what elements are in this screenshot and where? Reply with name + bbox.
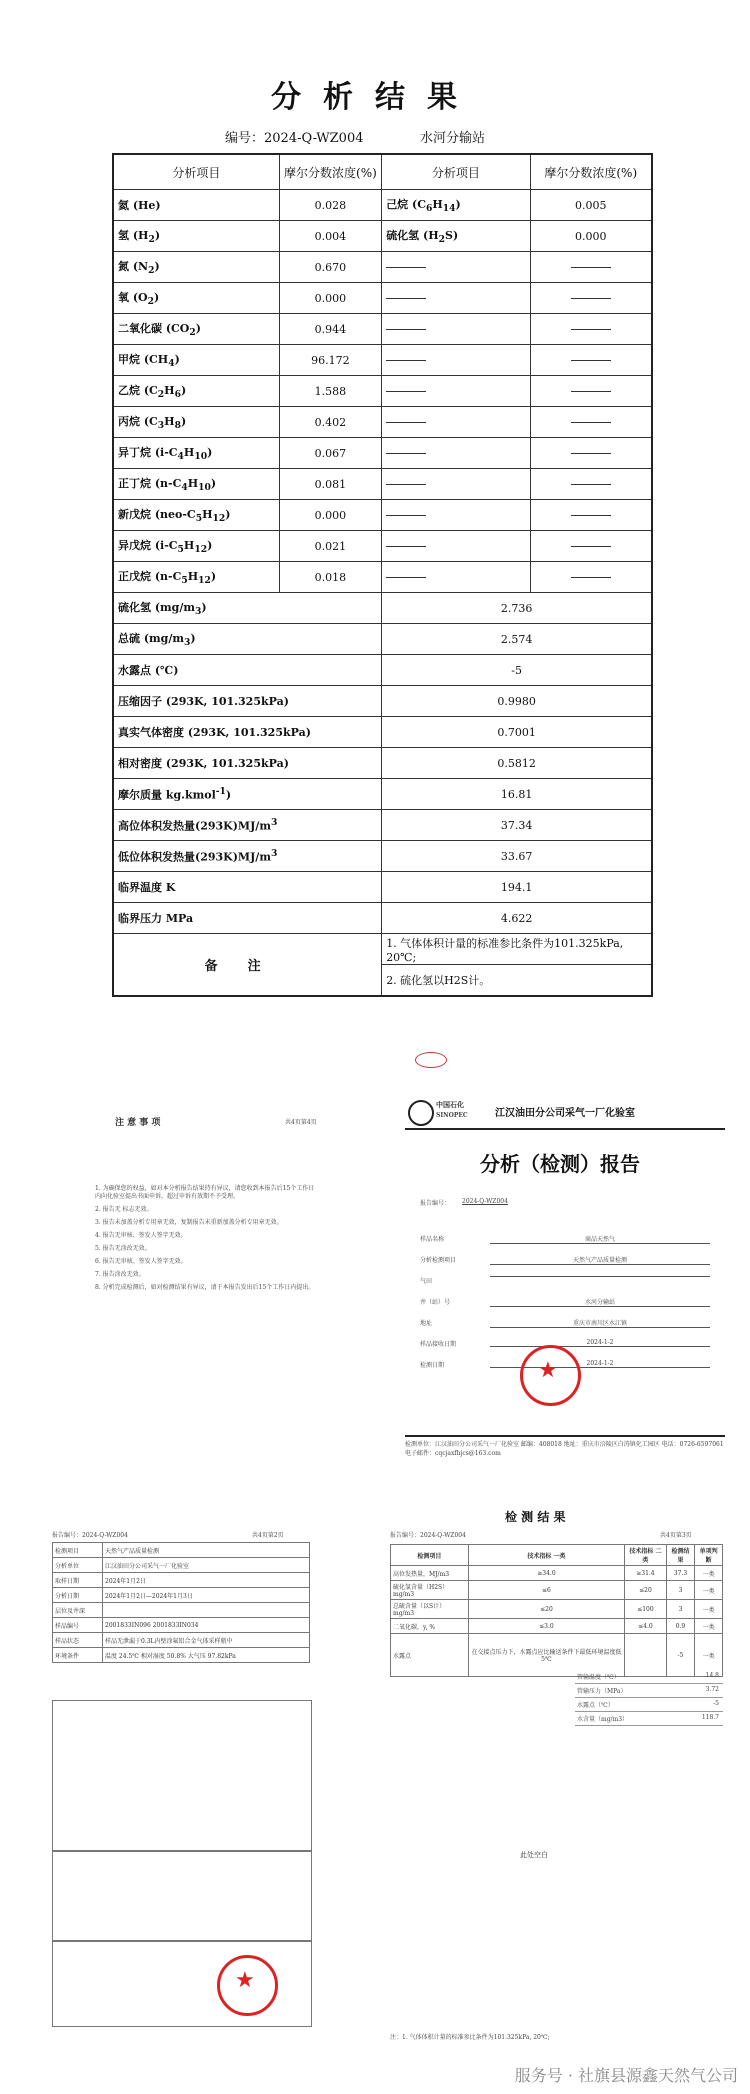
form-value: 天然气产品质量检测: [103, 1543, 310, 1558]
form-label: 层位及井深: [53, 1603, 103, 1618]
results-cell: 二氧化碳，y, %: [391, 1619, 469, 1634]
component-value: 0.402: [279, 407, 382, 438]
cover-field-label: 地址: [420, 1320, 433, 1327]
form-table: [52, 1542, 310, 1663]
form-value: 江汉油田分公司采气一厂化验室: [103, 1558, 310, 1573]
cover-field-label: 分析检测项目: [420, 1257, 457, 1264]
dash-placeholder: [571, 484, 611, 485]
form-row: [53, 1648, 310, 1663]
dew-label: 水含量（mg/m3）: [577, 1716, 629, 1723]
header-conc-2: 摩尔分数浓度(%): [530, 154, 652, 190]
dew-row: [575, 1712, 723, 1726]
property-value: 37.34: [382, 810, 652, 841]
dash-placeholder: [386, 360, 426, 361]
results-cell: ≥31.4: [625, 1566, 667, 1581]
component-value: [530, 345, 652, 376]
component-name: [382, 500, 530, 531]
property-row: [113, 717, 652, 748]
component-name: 二氧化碳 $(CO_2)$: [113, 314, 279, 345]
dew-label: 管输压力（MPa）: [577, 1688, 627, 1695]
results-cell: 0.9: [666, 1619, 694, 1634]
form-row: [53, 1633, 310, 1648]
results-row: [391, 1600, 723, 1619]
cover-field-value: 天然气产品质量检测: [490, 1255, 710, 1265]
cover-field-label: 检测日期: [420, 1362, 445, 1369]
component-name: 乙烷 $(C_2H_6)$: [113, 376, 279, 407]
dash-placeholder: [571, 391, 611, 392]
results-title: 检 测 结 果: [505, 1510, 566, 1524]
table-row: [113, 407, 652, 438]
table-row: [113, 531, 652, 562]
results-cell: 硫化氢含量（H2S）mg/m3: [391, 1581, 469, 1600]
form-label: 检测项目: [53, 1543, 103, 1558]
cover-field-label: 样品接收日期: [420, 1341, 457, 1348]
property-name: 真实气体密度 (293K, 101.325kPa): [113, 717, 382, 748]
cover-field-value: [490, 1276, 710, 1277]
notice-item: 6. 报告无审核、签发人签字无效。: [95, 1258, 187, 1265]
composition-table: [112, 153, 653, 997]
dash-placeholder: [571, 360, 611, 361]
results-footnote: 注：1. 气体体积计量的标准参比条件为101.325kPa, 20℃;: [390, 2034, 550, 2041]
dash-placeholder: [386, 298, 426, 299]
property-name: 水露点 (℃): [113, 655, 382, 686]
results-cell: ≥34.0: [468, 1566, 624, 1581]
results-cell: 水露点: [391, 1634, 469, 1677]
dash-placeholder: [386, 391, 426, 392]
notice-item: 2. 报告无 标志无效。: [95, 1206, 153, 1213]
cover-field-value: 商品天然气: [490, 1234, 710, 1244]
component-name: [382, 345, 530, 376]
dash-placeholder: [571, 453, 611, 454]
component-value: 0.021: [279, 531, 382, 562]
component-value: 0.670: [279, 252, 382, 283]
component-name: 氮 $(N_2)$: [113, 252, 279, 283]
table-row: [113, 376, 652, 407]
dew-label: 管输温度（℃）: [577, 1674, 620, 1681]
component-name: 异丁烷 $(i-C_4H_{10})$: [113, 438, 279, 469]
dash-placeholder: [386, 267, 426, 268]
component-value: [530, 314, 652, 345]
results-cell: ≤6: [468, 1581, 624, 1600]
results-header: 检测项目: [391, 1545, 469, 1566]
header-conc-1: 摩尔分数浓度(%): [279, 154, 382, 190]
property-value: 2.574: [382, 624, 652, 655]
results-cell: ≤3.0: [468, 1619, 624, 1634]
property-row: [113, 686, 652, 717]
results-cell: ≤20: [468, 1600, 624, 1619]
property-name: 临界压力 MPa: [113, 903, 382, 934]
form-row: [53, 1543, 310, 1558]
results-cell: 在交接点压力下，水露点应比输送条件下最低环境温度低5℃: [468, 1634, 624, 1677]
component-value: 0.081: [279, 469, 382, 500]
results-cell: ≤20: [625, 1581, 667, 1600]
notice-page: [95, 1085, 325, 1345]
form-row: [53, 1603, 310, 1618]
results-cell: 一类: [695, 1581, 723, 1600]
form-label: 环境条件: [53, 1648, 103, 1663]
cover-field-value: 2024-1-2: [490, 1360, 710, 1368]
dew-row: [575, 1698, 723, 1712]
results-cell: 3: [666, 1581, 694, 1600]
dew-label: 水露点（℃）: [577, 1702, 614, 1709]
form-row: [53, 1558, 310, 1573]
component-value: 0.018: [279, 562, 382, 593]
table-row: [113, 283, 652, 314]
form-label: 分析日期: [53, 1588, 103, 1603]
results-cell: 37.3: [666, 1566, 694, 1581]
cover-divider: [405, 1128, 725, 1130]
component-value: 0.067: [279, 438, 382, 469]
results-row: [391, 1619, 723, 1634]
report-site: 水河分输站: [420, 131, 486, 146]
dash-placeholder: [571, 329, 611, 330]
component-name: 异戊烷 $(i-C_5H_{12})$: [113, 531, 279, 562]
dash-placeholder: [571, 422, 611, 423]
results-cell: 高位发热量，MJ/m3: [391, 1566, 469, 1581]
component-value: [530, 407, 652, 438]
property-name: 相对密度 (293K, 101.325kPa): [113, 748, 382, 779]
results-cell: 一类: [695, 1619, 723, 1634]
note-text: 2. 硫化氢以H2S计。: [382, 965, 652, 997]
component-value: 0.004: [279, 221, 382, 252]
watermark: 服务号 · 社旗县源鑫天然气公司: [514, 2066, 738, 2085]
cover-field-value: 2024-1-2: [490, 1339, 710, 1347]
results-header-row: [391, 1545, 723, 1566]
property-name: 高位体积发热量$(293K)MJ/m^3$: [113, 810, 382, 841]
results-code: 报告编号：2024-Q-WZ004: [390, 1532, 466, 1539]
cover-field-row: [420, 1293, 720, 1314]
component-value: 0.028: [279, 190, 382, 221]
cover-title: 分析（检测）报告: [480, 1152, 640, 1176]
property-row: [113, 810, 652, 841]
property-name: 压缩因子 (293K, 101.325kPa): [113, 686, 382, 717]
form-code: 报告编号：2024-Q-WZ004: [52, 1532, 128, 1539]
component-name: [382, 252, 530, 283]
property-row: [113, 903, 652, 934]
cover-seal-star-icon: ★: [538, 1358, 558, 1383]
form-label: 取样日期: [53, 1573, 103, 1588]
cover-report-no-label: 报告编号：: [420, 1200, 451, 1207]
dash-placeholder: [571, 267, 611, 268]
results-row: [391, 1566, 723, 1581]
notice-item: 7. 报告涂改无效。: [95, 1271, 145, 1278]
form-label: 分析单位: [53, 1558, 103, 1573]
form-label: 样品编号: [53, 1618, 103, 1633]
component-value: [530, 283, 652, 314]
notice-title: 注 意 事 项: [115, 1118, 161, 1128]
cover-page: [400, 1040, 730, 1490]
note-text: 1. 气体体积计量的标准参比条件为101.325kPa, 20℃;: [382, 934, 652, 965]
component-name: 硫化氢 $(H_2S)$: [382, 221, 530, 252]
results-row: [391, 1581, 723, 1600]
cover-field-label: 井（站）号: [420, 1299, 451, 1306]
results-table: [390, 1544, 723, 1677]
property-value: -5: [382, 655, 652, 686]
dash-placeholder: [571, 577, 611, 578]
property-row: [113, 655, 652, 686]
component-name: [382, 438, 530, 469]
component-value: 0.000: [279, 500, 382, 531]
cover-field-label: 样品名称: [420, 1236, 445, 1243]
component-value: 0.000: [279, 283, 382, 314]
property-row: [113, 593, 652, 624]
form-value: 样品无泄漏于0.3L内壁涂氟铝合金气体采样瓶中: [103, 1633, 310, 1648]
dash-placeholder: [386, 484, 426, 485]
results-cell: 3: [666, 1600, 694, 1619]
property-value: 33.67: [382, 841, 652, 872]
results-cell: -5: [666, 1634, 694, 1677]
form-value: [103, 1603, 310, 1618]
table-row: [113, 190, 652, 221]
component-value: [530, 531, 652, 562]
report-code: 编号：2024-Q-WZ004: [225, 131, 364, 146]
dash-placeholder: [571, 515, 611, 516]
table-row: [113, 221, 652, 252]
dew-table: [575, 1670, 723, 1726]
property-name: 低位体积发热量$(293K)MJ/m^3$: [113, 841, 382, 872]
results-cell: ≤100: [625, 1600, 667, 1619]
property-name: 临界温度 K: [113, 872, 382, 903]
dash-placeholder: [386, 515, 426, 516]
results-cell: 一类: [695, 1634, 723, 1677]
results-page: [390, 1500, 725, 2060]
cover-footer-divider: [405, 1435, 725, 1437]
component-name: [382, 562, 530, 593]
property-row: [113, 748, 652, 779]
property-value: 0.9980: [382, 686, 652, 717]
component-name: 己烷 $(C_6H_{14})$: [382, 190, 530, 221]
property-row: [113, 624, 652, 655]
component-name: 正戊烷 $(n-C_5H_{12})$: [113, 562, 279, 593]
form-page: [52, 1500, 312, 2060]
results-header: 技术指标 二类: [625, 1545, 667, 1566]
notice-item: 3. 报告未加盖分析专用章无效，复制报告未重新加盖分析专用章无效。: [95, 1219, 283, 1226]
results-header: 技术指标 一类: [468, 1545, 624, 1566]
brand-cn: 中国石化: [436, 1100, 464, 1109]
form-row: [53, 1588, 310, 1603]
property-name: 硫化氢 $(mg/m_3)$: [113, 593, 382, 624]
component-value: 0.000: [530, 221, 652, 252]
cover-field-row: [420, 1230, 720, 1251]
cover-report-no: 2024-Q-WZ004: [462, 1198, 508, 1205]
component-name: [382, 283, 530, 314]
component-value: [530, 438, 652, 469]
table-header-row: [113, 154, 652, 190]
dew-value: 3.72: [705, 1686, 719, 1693]
component-name: [382, 531, 530, 562]
component-name: 氦 (He): [113, 190, 279, 221]
dew-value: -5: [713, 1700, 719, 1707]
component-name: 丙烷 $(C_3H_8)$: [113, 407, 279, 438]
table-row: [113, 252, 652, 283]
component-name: [382, 314, 530, 345]
dash-placeholder: [386, 577, 426, 578]
results-page-number: 共4页第3页: [660, 1532, 692, 1539]
form-value: 2001833IN096 2001833IN034: [103, 1618, 310, 1633]
property-row: [113, 872, 652, 903]
dash-placeholder: [386, 453, 426, 454]
form-value: 2024年1月2日: [103, 1573, 310, 1588]
property-value: 16.81: [382, 779, 652, 810]
cover-field-value: 水河分输站: [490, 1297, 710, 1307]
component-value: [530, 252, 652, 283]
component-value: [530, 376, 652, 407]
property-name: 摩尔质量 kg.kmol$^{-1}$): [113, 779, 382, 810]
table-row: [113, 345, 652, 376]
dew-row: [575, 1670, 723, 1684]
cover-footer: 检测单位：江汉油田分公司采气一厂化验室 邮编：408018 地址：重庆市涪陵区白涛镇化工园区 电话：0726-6597061 电子邮件：cqcjaxfhjcs@163.com: [405, 1441, 724, 1457]
notice-item: 8. 分析完成检测后，如对检测结果有异议，请于本报告发出后15个工作日内提出。: [95, 1284, 315, 1291]
notice-item: 5. 报告无涂改无效。: [95, 1245, 151, 1252]
header-item-1: 分析项目: [113, 154, 279, 190]
component-name: 正丁烷 $(n-C_4H_{10})$: [113, 469, 279, 500]
component-name: 甲烷 $(CH_4)$: [113, 345, 279, 376]
component-value: [530, 562, 652, 593]
notes-label: 备注: [113, 934, 382, 997]
cover-field-value: 重庆市南川区水江镇: [490, 1318, 710, 1328]
component-name: 氢 $(H_2)$: [113, 221, 279, 252]
property-name: 总硫 $(mg/m_3)$: [113, 624, 382, 655]
cover-field-row: [420, 1251, 720, 1272]
results-cell: 一类: [695, 1566, 723, 1581]
form-seal-star-icon: ★: [235, 1968, 255, 1993]
dew-value: 118.7: [701, 1714, 719, 1721]
table-row: [113, 314, 652, 345]
dash-placeholder: [386, 546, 426, 547]
dew-value: 14.8: [705, 1672, 719, 1679]
results-header: 单项判断: [695, 1545, 723, 1566]
component-name: [382, 407, 530, 438]
form-value: 2024年1月2日—2024年1月3日: [103, 1588, 310, 1603]
dew-row: [575, 1684, 723, 1698]
notice-item: 1. 为确保您的权益，如对本分析报告结果持有异议，请您收到本报告后15个工作日内向化验室提出书面申诉，超过申诉有效期不予受理。: [95, 1185, 315, 1200]
component-value: 0.005: [530, 190, 652, 221]
property-row: [113, 841, 652, 872]
report-title: 分析结果: [271, 80, 479, 115]
component-value: [530, 469, 652, 500]
dash-placeholder: [386, 329, 426, 330]
results-cell: ≤4.0: [625, 1619, 667, 1634]
dash-placeholder: [571, 546, 611, 547]
component-name: 新戊烷 $(neo-C_5H_{12})$: [113, 500, 279, 531]
form-page-number: 共4页第2页: [252, 1532, 284, 1539]
form-row: [53, 1573, 310, 1588]
table-row: [113, 438, 652, 469]
component-value: 0.944: [279, 314, 382, 345]
brand-en: SINOPEC: [436, 1112, 468, 1119]
component-value: [530, 500, 652, 531]
note-row: [113, 934, 652, 965]
table-row: [113, 469, 652, 500]
form-value: 温度 24.5℃ 相对湿度 50.8% 大气压 97.82kPa: [103, 1648, 310, 1663]
property-value: 0.5812: [382, 748, 652, 779]
component-name: [382, 376, 530, 407]
property-value: 0.7001: [382, 717, 652, 748]
results-cell: 总硫含量（以S计）mg/m3: [391, 1600, 469, 1619]
cover-field-row: [420, 1314, 720, 1335]
results-blank: 此处空白: [520, 1851, 548, 1859]
component-name: 氧 $(O_2)$: [113, 283, 279, 314]
results-cell: 一类: [695, 1600, 723, 1619]
property-value: 2.736: [382, 593, 652, 624]
form-instrument-block: [52, 1850, 312, 1942]
dash-placeholder: [386, 422, 426, 423]
table-row: [113, 500, 652, 531]
cover-lab: 江汉油田分公司采气一厂化验室: [495, 1108, 635, 1119]
component-name: [382, 469, 530, 500]
form-standards-block: [52, 1700, 312, 1852]
cover-field-row: [420, 1272, 720, 1293]
property-value: 194.1: [382, 872, 652, 903]
notice-item: 4. 报告无审核、签发人签字无效。: [95, 1232, 187, 1239]
cover-top-emblem: [415, 1052, 447, 1068]
property-row: [113, 779, 652, 810]
notice-list: [95, 1185, 320, 1297]
sinopec-logo-icon: [408, 1100, 434, 1126]
results-header: 检测结果: [666, 1545, 694, 1566]
header-item-2: 分析项目: [382, 154, 530, 190]
table-row: [113, 562, 652, 593]
component-value: 1.588: [279, 376, 382, 407]
component-value: 96.172: [279, 345, 382, 376]
notice-page-number: 共4页第4页: [285, 1119, 317, 1126]
form-row: [53, 1618, 310, 1633]
cover-field-label: 气田: [420, 1278, 433, 1285]
dash-placeholder: [571, 298, 611, 299]
form-label: 样品状态: [53, 1633, 103, 1648]
property-value: 4.622: [382, 903, 652, 934]
